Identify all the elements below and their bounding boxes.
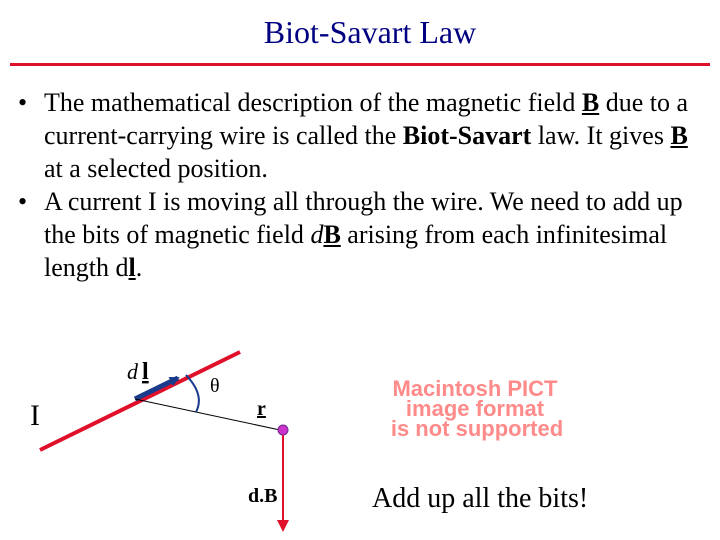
- text: The mathematical description of the magnetic field: [44, 88, 582, 117]
- text: due to a current-carrying wire is called the: [44, 88, 689, 150]
- vector-b: B: [323, 220, 341, 249]
- biot-savart-bold: Biot-Savart: [402, 121, 532, 150]
- vector-b: B: [670, 121, 688, 150]
- italic-d: d: [310, 220, 324, 249]
- current-wire: [40, 352, 240, 450]
- text: at a selected position.: [44, 154, 268, 183]
- bullet-dot: •: [18, 187, 28, 216]
- text: arising from each infinitesimal length d: [44, 220, 668, 282]
- unsupported-image-placeholder: [391, 376, 563, 441]
- dl-label-l: l: [142, 359, 149, 385]
- text: .: [135, 253, 143, 282]
- slide-title: Biot-Savart Law: [263, 14, 477, 50]
- text: law. It gives: [531, 121, 671, 150]
- text: A current I is moving all through the wire. We need to add up the bits of magnetic field: [44, 187, 683, 249]
- vector-l: l: [128, 253, 136, 282]
- current-label: I: [30, 399, 40, 432]
- theta-label: θ: [210, 375, 220, 397]
- theta-arc: [186, 375, 199, 412]
- footer-caption: Add up all the bits!: [372, 483, 589, 514]
- r-label: r: [257, 398, 266, 420]
- placeholder-line: image format: [405, 396, 545, 421]
- dl-label-d: d: [127, 359, 138, 384]
- field-point: [278, 425, 288, 435]
- placeholder-line: is not supported: [390, 416, 564, 441]
- placeholder-line: Macintosh PICT: [392, 376, 558, 401]
- bullet-dot: •: [18, 88, 28, 117]
- vector-b: B: [581, 88, 600, 117]
- db-label: d.B: [248, 485, 278, 507]
